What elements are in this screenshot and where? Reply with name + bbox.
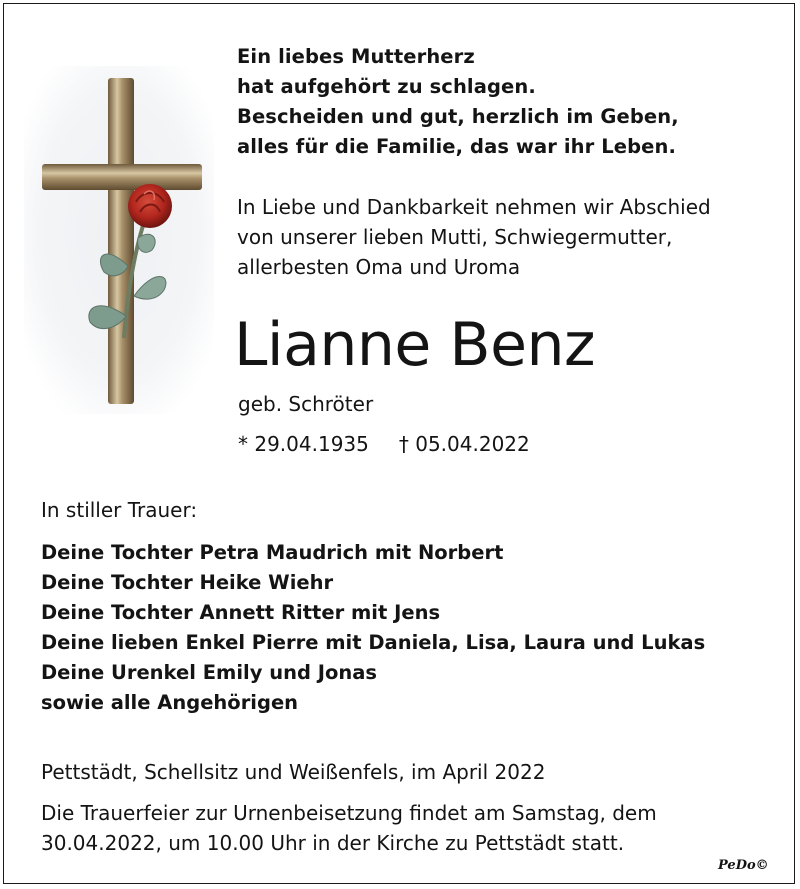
life-dates — [238, 430, 530, 458]
poem-line: alles für die Familie, das war ihr Leben. — [237, 135, 676, 158]
service-line: Die Trauerfeier zur Urnenbeisetzung findet am Samstag, dem — [41, 801, 657, 825]
service-line: 30.04.2022, um 10.00 Uhr in der Kirche zu Pettstädt statt. — [41, 831, 625, 855]
list-item: sowie alle Angehörigen — [41, 691, 299, 714]
birth-date: * 29.04.1935 — [238, 432, 369, 456]
designer-signature: PeDo© — [718, 858, 769, 873]
mourners-intro: In stiller Trauer: — [41, 498, 198, 522]
poem-line: Ein liebes Mutterherz — [237, 45, 475, 68]
birth-name: geb. Schröter — [238, 392, 374, 416]
poem-line: hat aufgehört zu schlagen. — [237, 75, 536, 98]
funeral-service-info — [41, 798, 657, 858]
mourners-list — [41, 538, 705, 718]
list-item: Deine Urenkel Emily und Jonas — [41, 661, 378, 684]
list-item: Deine lieben Enkel Pierre mit Daniela, Lisa, Laura und Lukas — [41, 631, 706, 654]
cross-with-rose-icon — [24, 66, 214, 414]
death-date: † 05.04.2022 — [398, 432, 530, 456]
place-and-date: Pettstädt, Schellsitz und Weißenfels, im April 2022 — [41, 760, 546, 784]
poem-line: Bescheiden und gut, herzlich im Geben, — [237, 105, 679, 128]
intro-line: allerbesten Oma und Uroma — [237, 255, 521, 279]
intro-line: In Liebe und Dankbarkeit nehmen wir Abschied — [237, 195, 711, 219]
list-item: Deine Tochter Heike Wiehr — [41, 571, 334, 594]
poem-verse — [237, 42, 679, 162]
intro-line: von unserer lieben Mutti, Schwiegermutter, — [237, 225, 673, 249]
deceased-name: Lianne Benz — [234, 310, 596, 380]
list-item: Deine Tochter Petra Maudrich mit Norbert — [41, 541, 504, 564]
farewell-intro — [237, 192, 711, 282]
list-item: Deine Tochter Annett Ritter mit Jens — [41, 601, 441, 624]
